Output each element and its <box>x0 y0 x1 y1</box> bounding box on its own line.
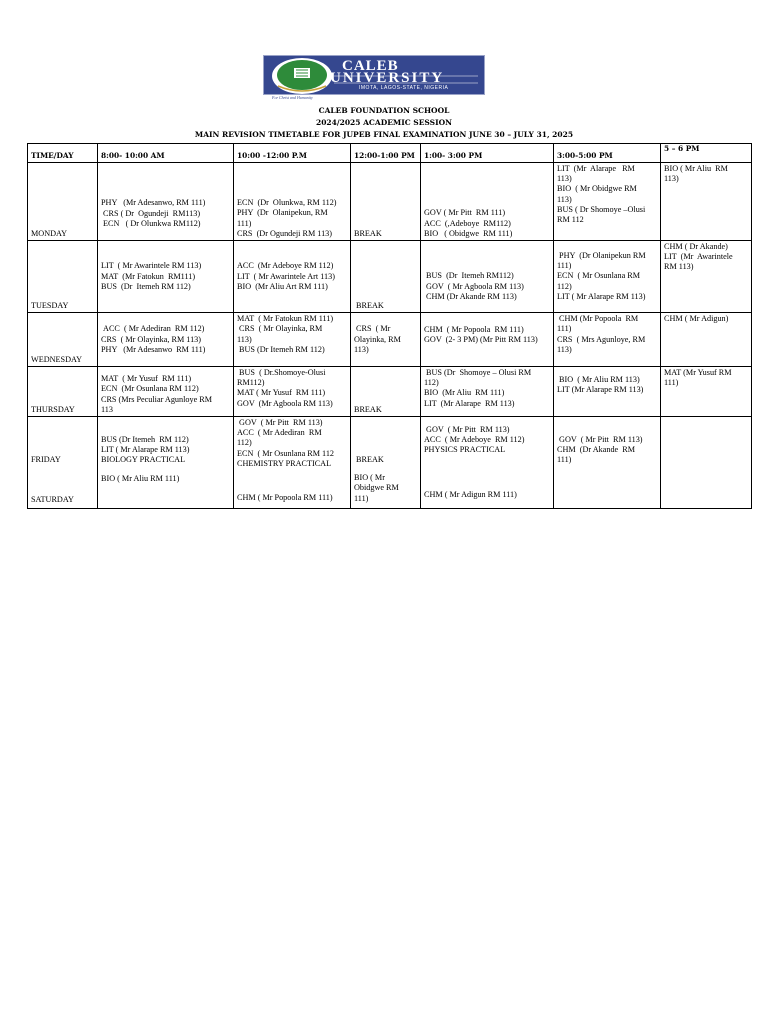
cell-line: BIO ( Mr Aliu RM 111) <box>101 473 180 483</box>
table-cell <box>234 241 351 313</box>
logo-name-line1: CALEB <box>342 58 399 74</box>
logo-motto: For Christ and Humanity <box>272 95 313 100</box>
cell-line: BIO (Mr Aliu Art RM 111) <box>237 281 328 291</box>
cell-line: BIO ( Obidgwe RM 111) <box>424 228 513 238</box>
spacer <box>31 465 94 495</box>
break-label: BREAK <box>354 300 384 310</box>
cell-line: ACC ( Mr Adediran RM <box>237 428 322 438</box>
table-row-friday-saturday <box>28 417 752 509</box>
cell-line: ECN (Dr Olunkwa, RM 112) <box>237 198 337 208</box>
table-cell <box>351 367 421 417</box>
table-cell <box>28 417 98 509</box>
cell-line: BUS (Dr Itemeh RM112) <box>424 271 514 281</box>
cell-line: 111) <box>557 324 572 334</box>
cell-line: CHM ( Dr Akande) <box>664 242 728 251</box>
table-cell <box>661 367 752 417</box>
column-header-time-day: TIME/DAY <box>28 144 98 163</box>
cell-line: CRS (Dr Ogundeji RM 113) <box>237 228 332 238</box>
cell-line: ECN ( Mr Osunlana RM <box>557 271 641 281</box>
cell-line: LIT ( Mr Awarintele Art 113) <box>237 271 335 281</box>
cell-line: RM 113) <box>664 262 694 272</box>
break-label: BREAK <box>354 404 382 414</box>
cell-line: CRS ( Mr Olayinka, RM 113) <box>101 334 201 344</box>
cell-line: CHM ( Mr Adigun RM 111) <box>424 489 517 499</box>
table-cell <box>351 163 421 241</box>
cell-line: 111) <box>237 218 252 228</box>
cell-line: CRS ( Mr <box>354 324 391 334</box>
cell-line: 113) <box>557 174 572 184</box>
cell-line: GOV ( Mr Pitt RM 113) <box>237 418 323 427</box>
table-cell <box>421 163 554 241</box>
table-cell <box>554 367 661 417</box>
column-header-3pm: 3:00-5:00 PM <box>554 144 661 163</box>
table-cell <box>234 367 351 417</box>
column-header-5pm: 5 – 6 PM <box>661 144 752 163</box>
cell-line: BIO ( Mr Aliu RM 113) <box>557 375 640 384</box>
table-row-monday <box>28 163 752 241</box>
caleb-university-logo <box>263 55 485 95</box>
cell-line: CHM ( Mr Popoola RM 111) <box>424 324 524 334</box>
table-cell <box>554 163 661 241</box>
column-header-10am: 10:00 -12:00 P.M <box>234 144 351 163</box>
cell-line: 113) <box>354 344 369 354</box>
cell-line: 113) <box>557 344 572 354</box>
day-friday: FRIDAY <box>31 455 61 464</box>
cell-line: 113) <box>237 334 252 344</box>
cell-line: BUS (Dr Itemeh RM 112) <box>237 344 325 354</box>
cell-line: BUS (Dr Itemeh RM 112) <box>101 281 191 291</box>
cell-line: LIT (Mr Awarintele <box>664 252 733 262</box>
cell-line: PHYSICS PRACTICAL <box>424 445 506 455</box>
day-thursday: THURSDAY <box>28 367 98 417</box>
cell-line: Obidgwe RM <box>354 483 399 493</box>
day-saturday: SATURDAY <box>31 495 74 505</box>
revision-timetable <box>27 143 752 509</box>
column-header-1pm: 1:00- 3:00 PM <box>421 144 554 163</box>
cell-line: PHY (Mr Adesanwo, RM 111) <box>101 198 206 208</box>
cell-line: LIT (Mr Alarape RM 113) <box>424 398 515 408</box>
table-cell <box>661 417 752 509</box>
table-cell <box>554 241 661 313</box>
table-cell <box>421 417 554 509</box>
cell-line: 111) <box>557 261 572 271</box>
cell-line: PHY (Dr Olanipekun, RM <box>237 208 328 218</box>
table-cell <box>351 313 421 367</box>
cell-line: GOV ( Mr Agboola RM 113) <box>424 281 524 291</box>
table-cell <box>234 313 351 367</box>
cell-line: 112) <box>237 438 252 448</box>
cell-line: CRS (Mrs Peculiar Agunloye RM <box>101 394 212 404</box>
cell-line: CRS ( Mrs Agunloye, RM <box>557 334 646 344</box>
table-cell <box>661 313 752 367</box>
cell-line: ACC (,Adeboye RM112) <box>424 218 511 228</box>
cell-line: RM 112 <box>557 215 584 225</box>
cell-line: RM112) <box>237 378 265 388</box>
cell-line: MAT (Mr Fatokun RM111) <box>101 271 196 281</box>
table-cell <box>98 163 234 241</box>
cell-line: LIT ( Mr Alarape RM 113) <box>101 445 190 455</box>
cell-line: 111) <box>557 455 572 465</box>
cell-line: 113 <box>101 404 113 414</box>
cell-line: ACC ( Mr Adeboye RM 112) <box>424 435 525 445</box>
cell-line: BIO (Mr Aliu RM 111) <box>424 388 505 398</box>
cell-line: BIOLOGY PRACTICAL <box>101 455 186 465</box>
cell-line: LIT ( Mr Awarintele RM 113) <box>101 261 202 271</box>
cell-line: 111) <box>664 378 679 388</box>
break-label: BREAK <box>354 228 382 238</box>
cell-line: ECN (Mr Osunlana RM 112) <box>101 384 199 394</box>
cell-line: CHM (Dr Akande RM 113) <box>424 291 517 301</box>
table-cell <box>351 241 421 313</box>
cell-line: BIO ( Mr Obidgwe RM <box>557 184 637 194</box>
cell-line: CHM ( Mr Popoola RM 111) <box>237 493 333 503</box>
cell-line: MAT ( Mr Yusuf RM 111) <box>237 388 326 398</box>
cell-line: CHEMISTRY PRACTICAL <box>237 458 332 468</box>
cell-line: BUS (Dr Shomoye – Olusi RM <box>424 368 532 377</box>
table-cell <box>98 367 234 417</box>
column-header-8am: 8:00- 10:00 AM <box>98 144 234 163</box>
table-cell <box>554 313 661 367</box>
cell-line: LIT ( Mr Alarape RM 113) <box>557 291 646 301</box>
day-tuesday: TUESDAY <box>28 241 98 313</box>
cell-line: PHY (Dr Olanipekun RM <box>557 250 646 260</box>
day-wednesday: WEDNESDAY <box>28 313 98 367</box>
break-label: BREAK <box>354 455 384 464</box>
table-cell <box>421 241 554 313</box>
cell-line: CHM (Mr Popoola RM <box>557 314 639 324</box>
table-cell <box>351 417 421 509</box>
spacer <box>424 456 550 490</box>
timetable-title: MAIN REVISION TIMETABLE FOR JUPEB FINAL EXAMINATION JUNE 30 – JULY 31, 2025 <box>194 130 574 139</box>
table-cell <box>554 417 661 509</box>
cell-line: GOV ( Mr Pitt RM 111) <box>424 208 506 218</box>
logo-name-line2: UNIVERSITY <box>330 70 445 86</box>
cell-line: 113) <box>557 194 572 204</box>
table-header-row <box>28 144 752 163</box>
table-cell <box>421 367 554 417</box>
cell-line: GOV (2- 3 PM) (Mr Pitt RM 113) <box>424 334 538 344</box>
cell-line: BUS ( Dr.Shomoye-Olusi <box>237 368 326 377</box>
cell-line: MAT (Mr Yusuf RM <box>664 368 732 377</box>
cell-line: GOV ( Mr Pitt RM 113) <box>557 435 643 444</box>
cell-line: ECN ( Dr Olunkwa RM112) <box>101 218 201 228</box>
table-cell <box>98 241 234 313</box>
spacer <box>354 465 417 473</box>
table-cell <box>98 313 234 367</box>
table-cell <box>98 417 234 509</box>
cell-line: 112) <box>557 281 572 291</box>
cell-line: 112) <box>424 378 439 388</box>
table-row-thursday <box>28 367 752 417</box>
cell-line: BUS ( Dr Shomoye –Olusi <box>557 204 646 214</box>
cell-line: ECN ( Mr Osunlana RM 112 <box>237 448 335 458</box>
cell-line: 113) <box>664 174 679 184</box>
logo-address: IMOTA, LAGOS-STATE, NIGERIA <box>359 85 449 91</box>
cell-line: ACC ( Mr Adediran RM 112) <box>101 324 205 334</box>
table-row-wednesday <box>28 313 752 367</box>
table-cell <box>234 417 351 509</box>
cell-line <box>101 466 230 474</box>
cell-line: PHY (Mr Adesanwo RM 111) <box>101 344 206 354</box>
cell-line: 111) <box>354 493 369 503</box>
table-row-tuesday <box>28 241 752 313</box>
column-header-12pm: 12:00-1:00 PM <box>351 144 421 163</box>
school-name: CALEB FOUNDATION SCHOOL <box>318 106 450 115</box>
cell-line: MAT ( Mr Fatokun RM 111) <box>237 314 334 324</box>
cell-line: GOV ( Mr Pitt RM 113) <box>424 425 510 434</box>
cell-line: CRS ( Mr Olayinka, RM <box>237 324 323 334</box>
table-cell <box>234 163 351 241</box>
table-cell <box>421 313 554 367</box>
cell-line: CRS ( Dr Ogundeji RM113) <box>101 208 201 218</box>
cell-line: LIT (Mr Alarape RM <box>557 164 635 173</box>
cell-line: CHM ( Mr Adigun) <box>664 314 729 323</box>
cell-line: BIO ( Mr Aliu RM <box>664 164 728 173</box>
cell-line: GOV (Mr Agboola RM 113) <box>237 398 333 408</box>
spacer <box>237 469 347 493</box>
cell-line: CHM (Dr Akande RM <box>557 445 636 455</box>
cell-line: BIO ( Mr <box>354 473 385 483</box>
cell-line: ACC (Mr Adeboye RM 112) <box>237 261 334 271</box>
cell-line: LIT (Mr Alarape RM 113) <box>557 385 644 395</box>
table-cell <box>661 241 752 313</box>
table-cell <box>661 163 752 241</box>
academic-session: 2024/2025 ACADEMIC SESSION <box>315 118 452 127</box>
day-monday: MONDAY <box>28 163 98 241</box>
cell-line: MAT ( Mr Yusuf RM 111) <box>101 374 192 384</box>
cell-line: Olayinka, RM <box>354 334 401 344</box>
cell-line: BUS (Dr Itemeh RM 112) <box>101 435 189 444</box>
